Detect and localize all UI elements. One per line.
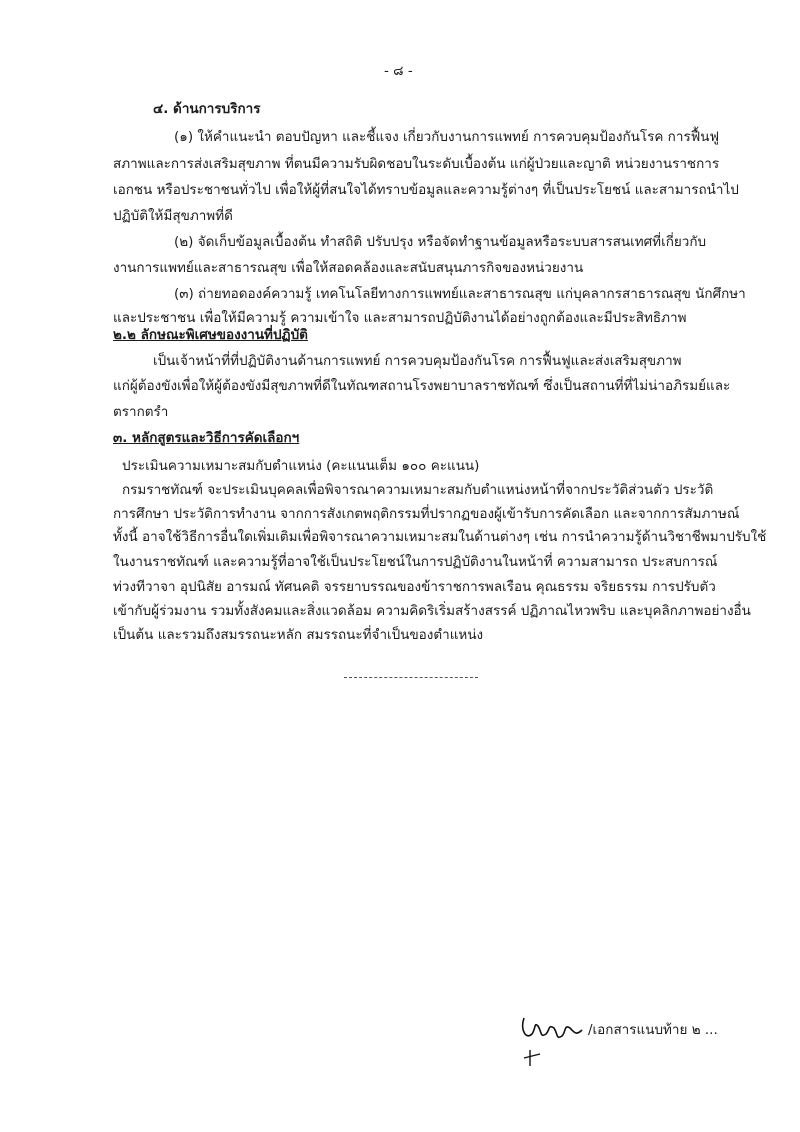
section-2-2-body-line-3: ตรากตรำ — [113, 404, 169, 420]
section-3-body-line-6: เข้ากับผู้ร่วมงาน รวมทั้งสังคมและสิ่งแวดล้อม ความคิดริเริ่มสร้างสรรค์ ปฏิภาณไหวพริบ และบุคลิกภาพอย่างอื่น — [113, 603, 751, 619]
section-4-item-3-line-1: (๓) ถ่ายทอดองค์ความรู้ เทคโนโลยีทางการแพทย์และสาธารณสุข แก่บุคลากรสาธารณสุข นักศึกษา — [174, 286, 746, 302]
section-3-assessment: ประเมินความเหมาะสมกับตำแหน่ง (คะแนนเต็ม ๑๐๐ คะแนน) — [122, 458, 480, 474]
section-2-2-body-line-1: เป็นเจ้าหน้าที่ที่ปฏิบัติงานด้านการแพทย์ การควบคุมป้องกันโรค การฟื้นฟูและส่งเสริมสุขภาพ — [153, 353, 682, 369]
section-4-item-1-line-4: ปฏิบัติให้มีสุขภาพที่ดี — [113, 208, 233, 224]
handwritten-signature — [518, 1010, 588, 1070]
section-3-body-line-1: กรมราชทัณฑ์ จะประเมินบุคคลเพื่อพิจารณาความเหมาะสมกับตำแหน่งหน้าที่จากประวัติส่วนตัว ประวัติ — [122, 482, 714, 498]
section-2-2-body-line-2: แก่ผู้ต้องขังเพื่อให้ผู้ต้องขังมีสุขภาพที่ดีในทัณฑสถานโรงพยาบาลราชทัณฑ์ ซึ่งเป็นสถานที่ที่ไม่น่าอภิรมย์และ — [113, 378, 731, 394]
section-3-body-line-4: ในงานราชทัณฑ์ และความรู้ที่อาจใช้เป็นประโยชน์ในการปฏิบัติงานในหน้าที่ ความสามารถ ประสบการณ์ — [113, 554, 718, 570]
section-4-item-2-line-2: งานการแพทย์และสาธารณสุข เพื่อให้สอดคล้องและสนับสนุนภารกิจของหน่วยงาน — [113, 260, 584, 276]
section-4-item-1-line-3: เอกชน หรือประชาชนทั่วไป เพื่อให้ผู้ที่สนใจได้ทราบข้อมูลและความรู้ต่างๆ ที่เป็นประโยชน์ และสามารถนำไป — [113, 182, 739, 198]
section-3-heading: ๓. หลักสูตรและวิธีการคัดเลือกฯ — [113, 430, 300, 446]
section-4-item-3-line-2: และประชาชน เพื่อให้มีความรู้ ความเข้าใจ และสามารถปฏิบัติงานได้อย่างถูกต้องและมีประสิทธิภาพ — [113, 310, 687, 326]
section-4-heading: ๔. ด้านการบริการ — [153, 101, 261, 117]
section-3-body-line-5: ท่วงทีวาจา อุปนิสัย อารมณ์ ทัศนคติ จรรยาบรรณของข้าราชการพลเรือน คุณธรรม จริยธรรม การปรับตัว — [113, 579, 716, 595]
section-4-item-2-line-1: (๒) จัดเก็บข้อมูลเบื้องต้น ทำสถิติ ปรับปรุง หรือจัดทำฐานข้อมูลหรือระบบสารสนเทศที่เกี่ยวกับ — [174, 234, 707, 250]
continuation-note: /เอกสารแนบท้าย ๒ ... — [588, 1022, 718, 1038]
section-3-body-line-7: เป็นต้น และรวมถึงสมรรถนะหลัก สมรรถนะที่จำเป็นของตำแหน่ง — [113, 627, 484, 643]
section-4-item-1-line-2: สภาพและการส่งเสริมสุขภาพ ที่ตนมีความรับผิดชอบในระดับเบื้องต้น แก่ผู้ป่วยและญาติ หน่วยงานราชการ — [113, 156, 720, 172]
section-3-body-line-2: การศึกษา ประวัติการทำงาน จากการสังเกตพฤติกรรมที่ปรากฏของผู้เข้ารับการคัดเลือก และจากการสัมภาษณ์ — [113, 506, 740, 522]
dashed-separator — [344, 677, 478, 678]
page-number: - ๘ - — [384, 63, 413, 79]
section-4-item-1-line-1: (๑) ให้คำแนะนำ ตอบปัญหา และชี้แจง เกี่ยวกับงานการแพทย์ การควบคุมป้องกันโรค การฟื้นฟู — [174, 129, 720, 145]
section-2-2-heading: ๒.๒ ลักษณะพิเศษของงานที่ปฏิบัติ — [113, 327, 308, 343]
section-3-body-line-3: ทั้งนี้ อาจใช้วิธีการอื่นใดเพิ่มเติมเพื่อพิจารณาความเหมาะสมในด้านต่างๆ เช่น การนำความรู้ด้านวิชาชีพมาปรับใช้ — [113, 529, 767, 545]
